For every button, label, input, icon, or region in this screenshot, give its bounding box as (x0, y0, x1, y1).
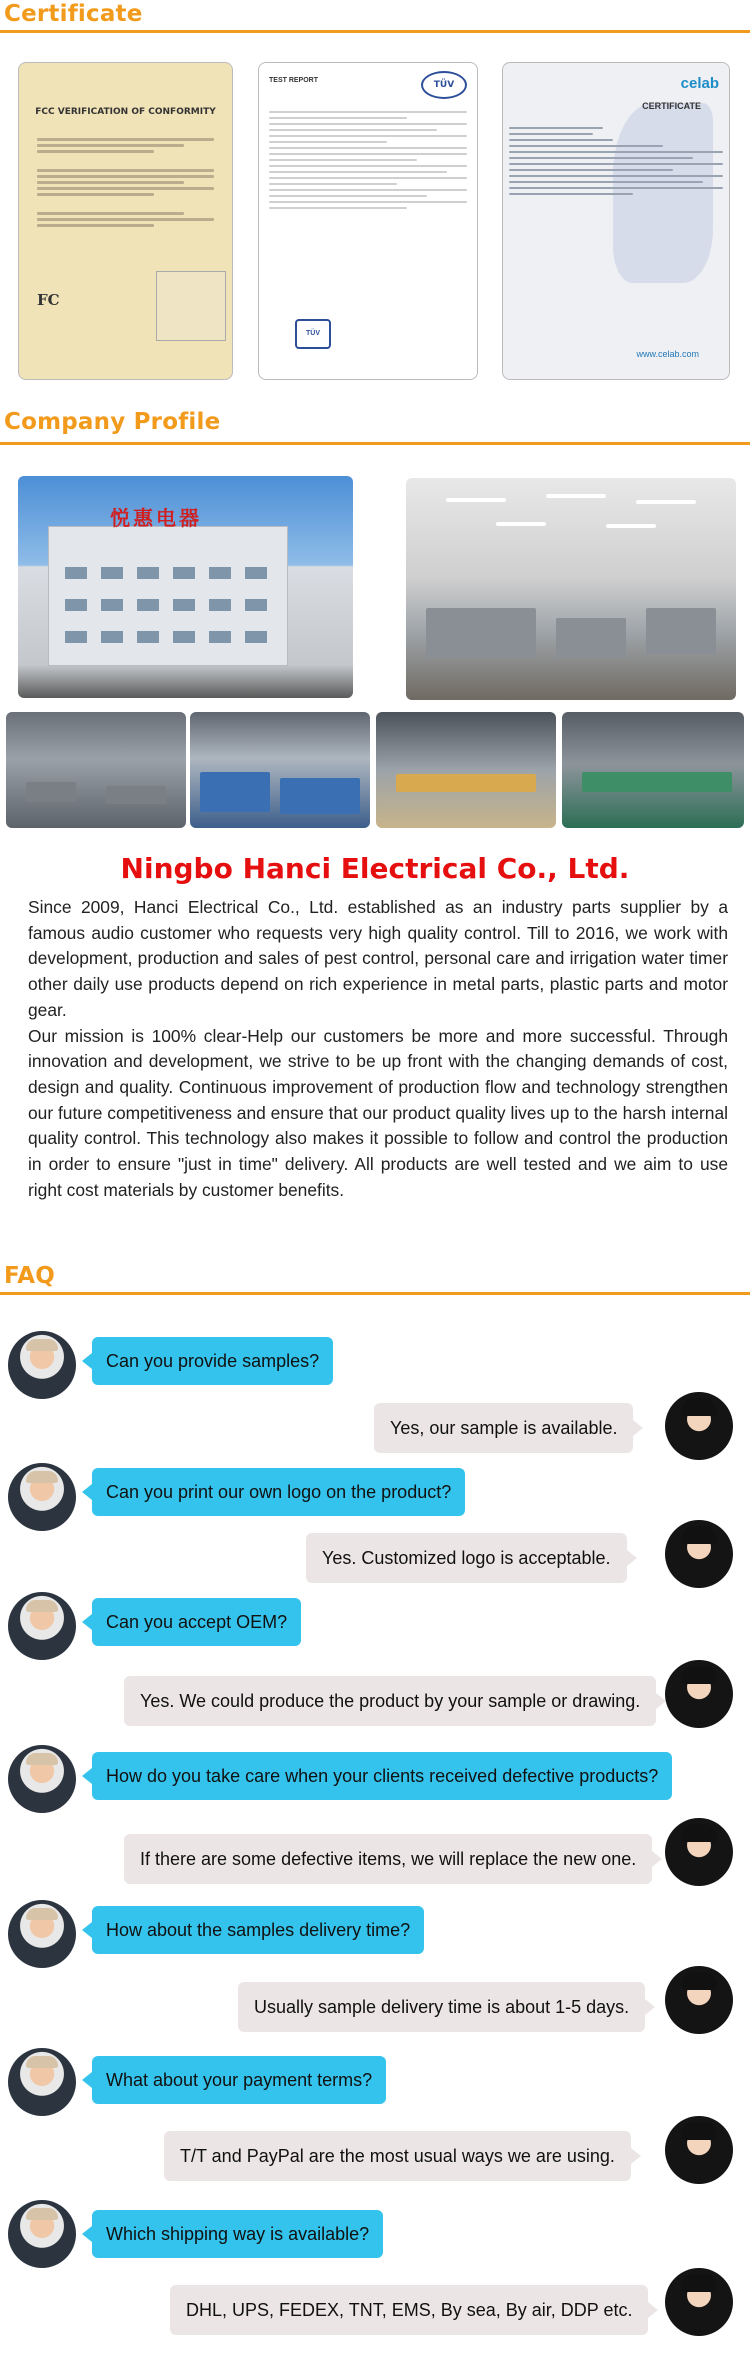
fcc-certificate-title: FCC VERIFICATION OF CONFORMITY (35, 107, 216, 117)
faq-answer-3: Yes. We could produce the product by your sample or drawing. (124, 1676, 656, 1726)
celab-certificate (502, 62, 730, 380)
text-line (269, 195, 427, 197)
faq-question-1: Can you provide samples? (92, 1337, 333, 1385)
faq-question-4: How do you take care when your clients received defective products? (92, 1752, 672, 1800)
test-report-title: TEST REPORT (269, 77, 319, 84)
celab-website: www.celab.com (636, 349, 699, 359)
text-line (509, 139, 613, 141)
text-line (269, 159, 417, 161)
text-line (269, 147, 467, 149)
supplier-avatar (665, 2116, 733, 2184)
supplier-avatar (665, 1520, 733, 1588)
customer-avatar (8, 1592, 76, 1660)
fcc-logo: FC (37, 291, 60, 309)
warehouse-photo (190, 712, 370, 828)
supplier-avatar (665, 1818, 733, 1886)
text-line (509, 151, 723, 153)
text-line (269, 165, 467, 167)
text-line (269, 141, 387, 143)
customer-avatar (8, 2200, 76, 2268)
customer-avatar (8, 1745, 76, 1813)
company-profile-divider (0, 442, 750, 445)
faq-question-2: Can you print our own logo on the product? (92, 1468, 465, 1516)
certificate-divider (0, 30, 750, 33)
customer-avatar (8, 1331, 76, 1399)
text-line (509, 163, 723, 165)
test-lab-stamp (156, 271, 226, 341)
celab-logo: celab (680, 75, 719, 92)
text-line (37, 187, 214, 190)
text-line (37, 181, 184, 184)
text-line (37, 144, 184, 147)
test-report-body (269, 107, 467, 213)
text-line (37, 169, 214, 172)
celab-certificate-title: CERTIFICATE (642, 101, 701, 111)
text-line (269, 177, 467, 179)
company-description (28, 895, 728, 1203)
text-line (269, 117, 407, 119)
faq-divider (0, 1292, 750, 1295)
text-line (269, 171, 447, 173)
text-line (269, 129, 437, 131)
office-photo (406, 478, 736, 700)
text-line (269, 135, 467, 137)
building-graphic (48, 526, 288, 666)
faq-question-6: What about your payment terms? (92, 2056, 386, 2104)
assembly-line-photo (562, 712, 744, 828)
customer-avatar (8, 2048, 76, 2116)
building-sign: 悦惠电器 (110, 508, 202, 530)
company-profile-section-header (0, 408, 750, 438)
faq-answer-5: Usually sample delivery time is about 1-5 days. (238, 1982, 645, 2032)
text-line (37, 138, 214, 141)
customer-avatar (8, 1463, 76, 1531)
text-line (509, 127, 603, 129)
text-line (269, 111, 467, 113)
faq-section-header (0, 1262, 750, 1292)
workshop-photo-1 (6, 712, 186, 828)
faq-answer-4: If there are some defective items, we will replace the new one. (124, 1834, 652, 1884)
supplier-avatar (665, 2268, 733, 2336)
text-line (269, 153, 467, 155)
text-line (37, 175, 214, 178)
faq-title: FAQ (4, 1263, 56, 1289)
text-line (37, 212, 184, 215)
text-line (509, 169, 673, 171)
text-line (509, 145, 663, 147)
certificate-section-header (0, 0, 750, 30)
tuv-seal: TÜV (295, 319, 331, 349)
faq-question-5: How about the samples delivery time? (92, 1906, 424, 1954)
text-line (509, 193, 633, 195)
company-profile-title: Company Profile (4, 409, 221, 435)
faq-answer-2: Yes. Customized logo is acceptable. (306, 1533, 627, 1583)
text-line (37, 150, 154, 153)
fcc-certificate (18, 62, 233, 380)
faq-answer-1: Yes, our sample is available. (374, 1403, 633, 1453)
workshop-photo-2 (376, 712, 556, 828)
text-line (509, 133, 593, 135)
text-line (269, 207, 407, 209)
text-line (269, 183, 397, 185)
faq-question-7: Which shipping way is available? (92, 2210, 383, 2258)
faq-answer-6: T/T and PayPal are the most usual ways we are using. (164, 2131, 631, 2181)
supplier-avatar (665, 1660, 733, 1728)
test-report-certificate (258, 62, 478, 380)
text-line (37, 218, 214, 221)
text-line (269, 123, 467, 125)
text-line (37, 224, 154, 227)
tuv-logo: TÜV (421, 71, 467, 99)
supplier-avatar (665, 1392, 733, 1460)
text-line (37, 193, 154, 196)
text-line (509, 175, 723, 177)
company-paragraph: Our mission is 100% clear-Help our customers be more and more successful. Through innovation and development, we strive to be up front with the changing demands of cost, design and quality. Continuous improvement of production flow and technology strengthen our future competitiveness and ensure that our product quality lives up to the harsh internal quality control. This technology also makes it possible to follow and control the production in order to ensure "just in time" delivery. All products are well tested and we aim to use right cost materials by customer benefits. (28, 1025, 728, 1200)
faq-question-3: Can you accept OEM? (92, 1598, 301, 1646)
text-line (269, 201, 467, 203)
celab-body (509, 123, 723, 199)
supplier-avatar (665, 1966, 733, 2034)
text-line (509, 187, 723, 189)
company-paragraph: Since 2009, Hanci Electrical Co., Ltd. established as an industry parts supplier by a famous audio customer who requests very high quality control. Till to 2016, we work with development, production and sales of pest control, personal care and irrigation water timer other daily use products depend on rich experience in metal parts, plastic parts and motor gear. (28, 897, 728, 1020)
customer-avatar (8, 1900, 76, 1968)
company-building-photo (18, 476, 353, 698)
text-line (509, 157, 693, 159)
company-name: Ningbo Hanci Electrical Co., Ltd. (120, 852, 630, 885)
text-line (509, 181, 703, 183)
text-line (269, 189, 467, 191)
certificate-title: Certificate (4, 1, 143, 27)
faq-answer-7: DHL, UPS, FEDEX, TNT, EMS, By sea, By air, DDP etc. (170, 2285, 648, 2335)
